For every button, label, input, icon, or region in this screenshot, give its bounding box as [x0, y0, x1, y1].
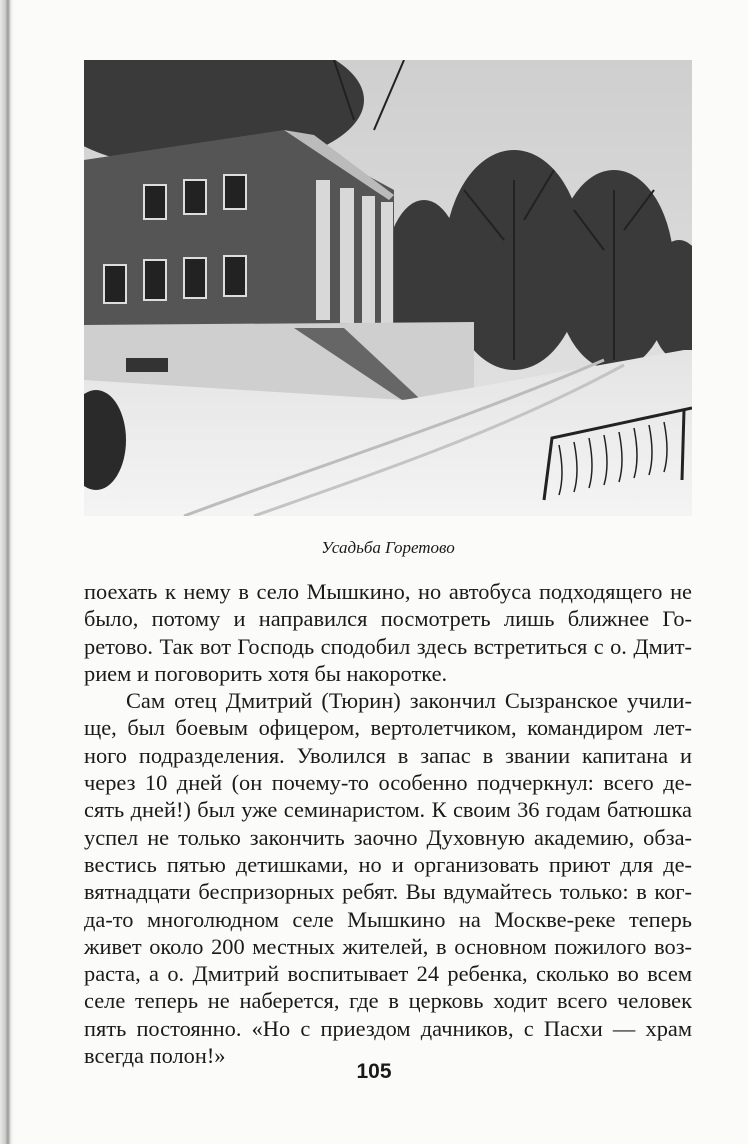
text-line: ного подразделения. Уволился в запас в звании капитана и: [84, 742, 692, 768]
photo-goretovo-estate: [84, 60, 692, 516]
text-line: ще, был боевым офицером, вертолетчиком, командиром лет-: [84, 715, 692, 741]
text-line: через 10 дней (он почему-то особенно подчеркнул: всего де-: [84, 770, 692, 796]
text-line: живет около 200 местных жителей, в основном пожилого воз-: [84, 933, 692, 959]
text-line: селе теперь не наберется, где в церковь ходит всего человек: [84, 988, 692, 1014]
figure-caption: Усадьба Горетово: [321, 538, 455, 557]
text-line: поехать к нему в село Мышкино, но автобуса подходящего не: [84, 579, 692, 604]
text-line: пять постоянно. «Но с приездом дачников, с Пасхи — храм: [84, 1015, 692, 1041]
paragraph: [84, 578, 692, 687]
body-text: [84, 578, 692, 1069]
text-line: раста, а о. Дмитрий воспитывает 24 ребенка, сколько во всем: [84, 961, 692, 987]
text-line: вятнадцати беспризорных ребят. Вы вдумайтесь только: в ког-: [84, 879, 692, 905]
page-binding-edge: [0, 0, 14, 1144]
text-line: всегда полон!»: [84, 1043, 226, 1069]
text-line: да-то многолюдном селе Мышкино на Москве-реке теперь: [84, 906, 692, 932]
text-line: Сам отец Дмитрий (Тюрин) закончил Сызранское учили-: [126, 688, 692, 714]
text-line: ретово. Так вот Господь сподобил здесь встретиться с о. Дмит-: [84, 633, 692, 659]
text-line: вестись пятью детишками, но и организовать приют для де-: [84, 851, 692, 877]
page-number: 105: [356, 1060, 392, 1083]
paragraph: [84, 687, 692, 1069]
text-line: успел не только закончить заочно Духовную академию, обза-: [84, 824, 692, 850]
text-line: сять дней!) был уже семинаристом. К своим 36 годам батюшка: [84, 797, 692, 823]
text-line: было, потому и направился посмотреть лишь ближнее Го-: [84, 606, 692, 632]
text-line: рием и поговорить хотя бы накоротке.: [84, 660, 448, 686]
